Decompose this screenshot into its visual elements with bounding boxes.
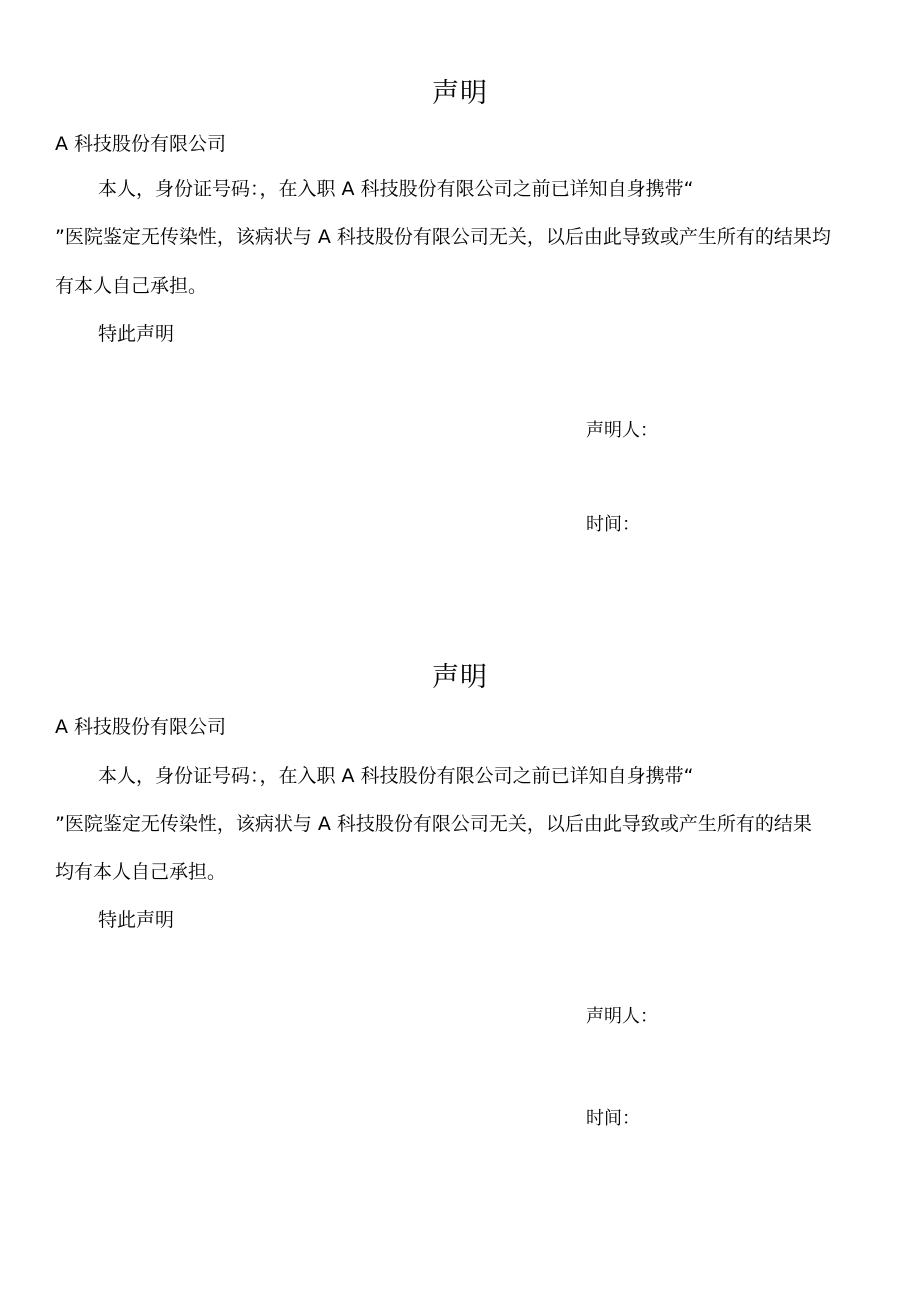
- body-line-2: ”医院鉴定无传染性，该病状与 A 科技股份有限公司无关，以后由此导致或产生所有的结果: [55, 813, 812, 835]
- body-line-2: ”医院鉴定无传染性，该病状与 A 科技股份有限公司无关，以后由此导致或产生所有的结果均: [55, 226, 831, 248]
- body-line-1: 本人，身份证号码：，在入职 A 科技股份有限公司之前已详知自身携带“: [98, 178, 694, 200]
- body-line-1: 本人，身份证号码：，在入职 A 科技股份有限公司之前已详知自身携带“: [98, 765, 694, 787]
- company-name: A 科技股份有限公司: [55, 716, 227, 738]
- body-line-3: 均有本人自己承担。: [55, 861, 227, 883]
- date-label: 时间：: [586, 514, 640, 535]
- body-line-3: 有本人自己承担。: [55, 275, 208, 297]
- company-name: A 科技股份有限公司: [55, 133, 227, 155]
- date-label: 时间：: [586, 1108, 640, 1129]
- statement-title: 声明: [432, 662, 488, 693]
- closing-text: 特此声明: [98, 323, 175, 345]
- statement-title: 声明: [432, 78, 488, 109]
- declarant-label: 声明人：: [586, 1006, 658, 1027]
- closing-text: 特此声明: [98, 909, 175, 931]
- declarant-label: 声明人：: [586, 420, 658, 441]
